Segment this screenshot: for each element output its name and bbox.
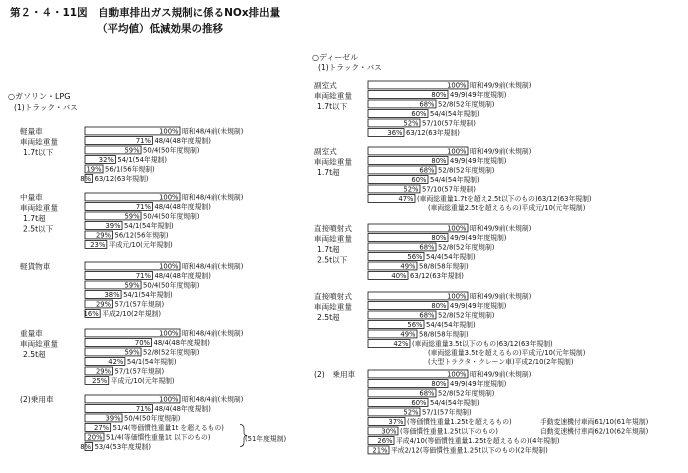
diesel-bar-value-label: 80%: [431, 302, 447, 311]
diesel-group-4-label: 車両総重量: [314, 302, 352, 312]
gasoline-bar-period-label: 平成元/10(元年規制): [110, 377, 175, 386]
diesel-bar-value-label: 36%: [387, 129, 403, 138]
diesel-group-1-label: 1.7t以下: [317, 102, 348, 111]
gasoline-brace: [240, 425, 247, 447]
diesel-bar-period-label: 57/10(57年規制): [422, 185, 476, 194]
diesel-group-2-label: 副室式: [314, 147, 337, 156]
diesel-bar-value-label: 49%: [400, 262, 416, 271]
gasoline-group-4-label: 2.5t超: [23, 350, 46, 359]
gasoline-bar-period-label: 54/1(54年規制): [126, 358, 177, 367]
gasoline-bar-period-label: 48/4(48年度規制): [154, 137, 211, 146]
gasoline-bar-value-label: 29%: [95, 300, 112, 309]
diesel-bar-value-label: 60%: [411, 399, 427, 408]
gasoline-bar-period-label: 50/4(50年度規制): [124, 414, 181, 423]
gasoline-bar-period-label: 53/4(53年度規制): [94, 443, 152, 452]
gasoline-bar-value-label: 32%: [98, 156, 114, 165]
diesel-bar-period-label: 52/8(52年度規制): [438, 166, 495, 175]
diesel-bar-value-label: 30%: [381, 427, 397, 436]
diesel-group-3-label: 車両総重量: [314, 234, 352, 244]
diesel-bar-value-label: 40%: [391, 272, 407, 281]
gasoline-bar-period-label: 50/4(50年度規制): [143, 146, 200, 155]
gasoline-bar-value-label: 16%: [83, 310, 99, 319]
gasoline-bar-value-label: 59%: [124, 348, 140, 357]
gasoline-bar-period-label: 52/8(52年度規制): [143, 348, 200, 357]
diesel-bar-period-label: 58/8(58年規制): [419, 330, 469, 339]
gasoline-bar-period-label: 54/1(54年規制): [124, 222, 174, 231]
gasoline-heading: ○ガソリン・LPG: [8, 92, 71, 101]
diesel-extra-note: (車両総重量3.5tを超えるもの)平成元/10(元年規制): [428, 349, 586, 357]
diesel-group-5-label: (2) 乗用車: [314, 370, 356, 379]
diesel-group-4-label: 直接噴射式: [314, 292, 352, 301]
diesel-bar-value-label: 100%: [447, 370, 467, 379]
gasoline-bar-value-label: 39%: [105, 414, 121, 423]
gasoline-bar-value-label: 29%: [95, 367, 112, 376]
gasoline-bar-period-label: 51/4(等価慣性重量1t を超えるもの): [112, 424, 224, 433]
gasoline-bar-period-label: 56/1(56年規制): [105, 165, 155, 174]
gasoline-bar-value-label: 20%: [87, 433, 103, 442]
diesel-subheading: (1)トラック・バス: [318, 63, 382, 72]
diesel-bar-period-label: 昭和49/9前(未規制): [470, 224, 532, 233]
diesel-bar-value-label: 80%: [431, 234, 447, 243]
gasoline-bar-period-label: 平成2/10(2年規制): [102, 310, 162, 319]
diesel-bar-value-label: 80%: [431, 157, 447, 166]
diesel-bar-period-label: 63/12(63年規制): [410, 272, 464, 281]
gasoline-group-5-label: (2)乗用車: [20, 395, 54, 404]
diesel-extra-note: (大型トラクタ・クレーン車)平成2/10(2年規制): [428, 358, 574, 366]
diesel-group-2-label: 1.7t超: [317, 168, 340, 177]
gasoline-bar-period-label: 昭和48/4前(未規制): [182, 127, 244, 136]
diesel-bar-period-label: 49/9(49年度規制): [450, 234, 507, 243]
diesel-bar-period-label: (等価慣性重量1.25t以下のもの): [400, 427, 498, 436]
gasoline-bar-period-label: 48/4(48年度規制): [153, 339, 210, 348]
gasoline-bar-period-label: 51/4(等価慣性重量1t 以下のもの): [106, 433, 211, 442]
diesel-group-3-label: 2.5t以下: [317, 255, 348, 265]
gasoline-bar-period-label: 48/4(48年度規制): [154, 405, 211, 414]
gasoline-bar-period-label: 昭和48/4前(未規制): [182, 329, 244, 338]
diesel-bar-value-label: 56%: [407, 321, 423, 330]
diesel-bar-value-label: 100%: [447, 81, 467, 90]
diesel-extra-note: (車両総重量2.5tを超えるもの)平成元/10(元年規制): [428, 204, 586, 212]
diesel-bar-value-label: 80%: [431, 380, 447, 389]
diesel-group-2-label: 車両総重量: [314, 157, 352, 167]
diesel-bar-value-label: 60%: [411, 110, 427, 119]
diesel-group-3-label: 直接噴射式: [314, 224, 352, 233]
gasoline-group-1-label: 車両総重量: [20, 137, 58, 147]
diesel-bar-value-label: 100%: [447, 147, 467, 156]
diesel-heading: ○ディーゼル: [312, 53, 359, 62]
gasoline-group-2-label: 中量車: [20, 193, 43, 202]
gasoline-group-2-label: 車両総重量: [20, 203, 58, 213]
figure-title-line1: 第２・４・11図 自動車排出ガス規制に係るNOx排出量: [10, 7, 281, 19]
diesel-bar-period-label: 52/8(52年度規制): [438, 311, 495, 320]
gasoline-bar-value-label: 100%: [159, 127, 179, 136]
diesel-bar-value-label: 52%: [403, 119, 419, 128]
gasoline-bar-period-label: 54/1(54年規制): [123, 291, 173, 300]
gasoline-group-4-label: 重量車: [20, 329, 43, 338]
gasoline-bar-period-label: 平成元/10(元年規制): [108, 241, 173, 250]
diesel-bar-value-label: 68%: [419, 311, 435, 320]
diesel-group-1-label: 副室式: [314, 81, 337, 90]
gasoline-bar-value-label: 100%: [159, 395, 179, 404]
gasoline-bar-period-label: 57/1(57年規制): [114, 367, 165, 376]
diesel-group-3-label: 1.7t超: [317, 245, 340, 254]
diesel-bar-period-label: (車両総重量3.5t以下のもの)63/12(63年規制): [412, 340, 553, 349]
gasoline-bar-value-label: 100%: [159, 262, 179, 271]
gasoline-bar-value-label: 100%: [159, 193, 179, 202]
gasoline-bar-value-label: 59%: [124, 212, 140, 221]
diesel-bar-value-label: 37%: [388, 418, 404, 427]
diesel-bar-value-label: 60%: [411, 176, 427, 185]
gasoline-bar-value-label: 70%: [134, 339, 150, 348]
diesel-group-4-label: 2.5t超: [317, 313, 340, 322]
diesel-bar-period-label: 52/8(52年度規制): [438, 100, 495, 109]
gasoline-bar-value-label: 100%: [159, 329, 179, 338]
gasoline-bar-value-label: 59%: [124, 146, 140, 155]
diesel-group-1-label: 車両総重量: [314, 91, 352, 101]
diesel-bar-period-label: 54/4(54年規制): [430, 110, 480, 119]
gasoline-bar-value-label: 38%: [104, 291, 120, 300]
diesel-bar-value-label: 49%: [400, 330, 416, 339]
diesel-bar-period-label: 昭和49/9前(未規制): [470, 292, 532, 301]
diesel-bar-period-label: 49/9(49年度規制): [450, 302, 507, 311]
gasoline-bar-period-label: 57/1(57年規制): [114, 300, 165, 309]
diesel-side-note: 自動変速機付車両62/10(62年規制): [540, 427, 649, 436]
gasoline-bar-value-label: 27%: [94, 424, 110, 433]
diesel-bar-period-label: 54/4(54年規制): [426, 253, 476, 262]
gasoline-bar-period-label: 63/12(63年規制): [94, 175, 149, 184]
diesel-bar-value-label: 21%: [372, 446, 388, 455]
gasoline-bar-value-label: 8%: [80, 175, 92, 184]
gasoline-bar-value-label: 71%: [135, 405, 151, 414]
gasoline-bar-value-label: 23%: [90, 241, 106, 250]
diesel-bar-period-label: 49/9(49年度規制): [450, 157, 507, 166]
diesel-bar-period-label: 54/4(54年規制): [426, 321, 476, 330]
diesel-bar-value-label: 52%: [403, 185, 419, 194]
diesel-bar-value-label: 52%: [403, 408, 419, 417]
diesel-bar-period-label: 昭和49/9前(未規制): [470, 370, 532, 379]
gasoline-bar-value-label: 71%: [135, 272, 151, 281]
gasoline-subheading: (1)トラック・バス: [14, 103, 78, 112]
diesel-bar-period-label: 49/9(49年度規制): [450, 91, 507, 100]
gasoline-group-2-label: 2.5t以下: [23, 224, 54, 234]
diesel-bar-value-label: 56%: [407, 253, 423, 262]
gasoline-bar-period-label: 48/4(48年度規制): [154, 203, 211, 212]
diesel-bar-value-label: 68%: [419, 389, 435, 398]
gasoline-bar-period-label: 50/4(50年度規制): [143, 281, 200, 290]
diesel-bar-value-label: 80%: [431, 91, 447, 100]
diesel-bar-period-label: 平成4/10(等価慣性重量1.25tを超えるもの)(4年規制): [396, 437, 560, 446]
gasoline-bar-period-label: 昭和48/4前(未規制): [182, 262, 244, 271]
diesel-bar-value-label: 26%: [377, 437, 393, 446]
gasoline-bar-value-label: 19%: [86, 165, 102, 174]
gasoline-bar-period-label: 50/4(50年度規制): [143, 212, 200, 221]
gasoline-bar-value-label: 71%: [135, 203, 151, 212]
gasoline-bar-value-label: 71%: [135, 137, 151, 146]
diesel-bar-period-label: 52/8(52年度規制): [438, 389, 495, 398]
diesel-bar-value-label: 100%: [447, 292, 467, 301]
diesel-bar-period-label: 57/10(57年規制): [422, 119, 476, 128]
gasoline-bar-value-label: 42%: [108, 358, 124, 367]
gasoline-bar-period-label: 56/12(56年規制): [114, 231, 169, 240]
diesel-bar-period-label: 昭和49/9前(未規制): [470, 147, 532, 156]
gasoline-group-3-label: 軽貨物車: [20, 262, 51, 271]
diesel-bar-period-label: 52/8(52年度規制): [438, 243, 495, 252]
gasoline-group-1-label: 1.7t以下: [23, 148, 54, 157]
gasoline-group-1-label: 軽量車: [20, 127, 43, 136]
diesel-bar-period-label: 54/4(54年規制): [430, 399, 480, 408]
gasoline-bar-value-label: 59%: [124, 281, 140, 290]
diesel-bar-period-label: 63/12(63年規制): [406, 129, 460, 138]
diesel-bar-value-label: 47%: [398, 195, 414, 204]
diesel-bar-period-label: 平成2/12(等価慣性重量1.25t以下のもの)(2年規制): [391, 446, 548, 455]
diesel-bar-value-label: 42%: [393, 340, 409, 349]
gasoline-bar-value-label: 8%: [80, 443, 92, 452]
gasoline-bar-period-label: 昭和48/4前(未規制): [182, 395, 244, 404]
diesel-bar-value-label: 68%: [419, 166, 435, 175]
diesel-bar-period-label: 49/9(49年度規制): [450, 380, 507, 389]
diesel-bar-period-label: 57/1(57年規制): [422, 408, 472, 417]
gasoline-bar-period-label: 昭和48/4前(未規制): [182, 193, 244, 202]
diesel-bar-value-label: 68%: [419, 243, 435, 252]
diesel-bar-period-label: (等価慣性重量1.25tを超えるもの): [407, 418, 512, 427]
gasoline-bar-value-label: 39%: [105, 222, 121, 231]
gasoline-bar-value-label: 25%: [92, 377, 108, 386]
gasoline-group-2-label: 1.7t超: [23, 214, 46, 223]
diesel-bar-value-label: 68%: [419, 100, 435, 109]
diesel-side-note: 手動変速機付車両61/10(61年規制): [540, 418, 649, 427]
gasoline-brace-note: (51年度規制): [245, 435, 287, 443]
diesel-bar-period-label: 54/4(54年規制): [430, 176, 480, 185]
gasoline-bar-period-label: 54/1(54年規制): [117, 156, 168, 165]
diesel-bar-period-label: 58/8(58年規制): [419, 262, 469, 271]
gasoline-group-4-label: 車両総重量: [20, 339, 58, 349]
diesel-bar-period-label: 昭和49/9前(未規制): [470, 81, 532, 90]
gasoline-bar-period-label: 48/4(48年度規制): [154, 272, 211, 281]
diesel-bar-value-label: 100%: [447, 224, 467, 233]
figure-title-line2: （平均値）低減効果の推移: [97, 23, 223, 35]
diesel-bar-period-label: (車両総重量1.7tを超え2.5t以下のもの)63/12(63年規制): [417, 195, 592, 204]
gasoline-bar-value-label: 29%: [95, 231, 112, 240]
